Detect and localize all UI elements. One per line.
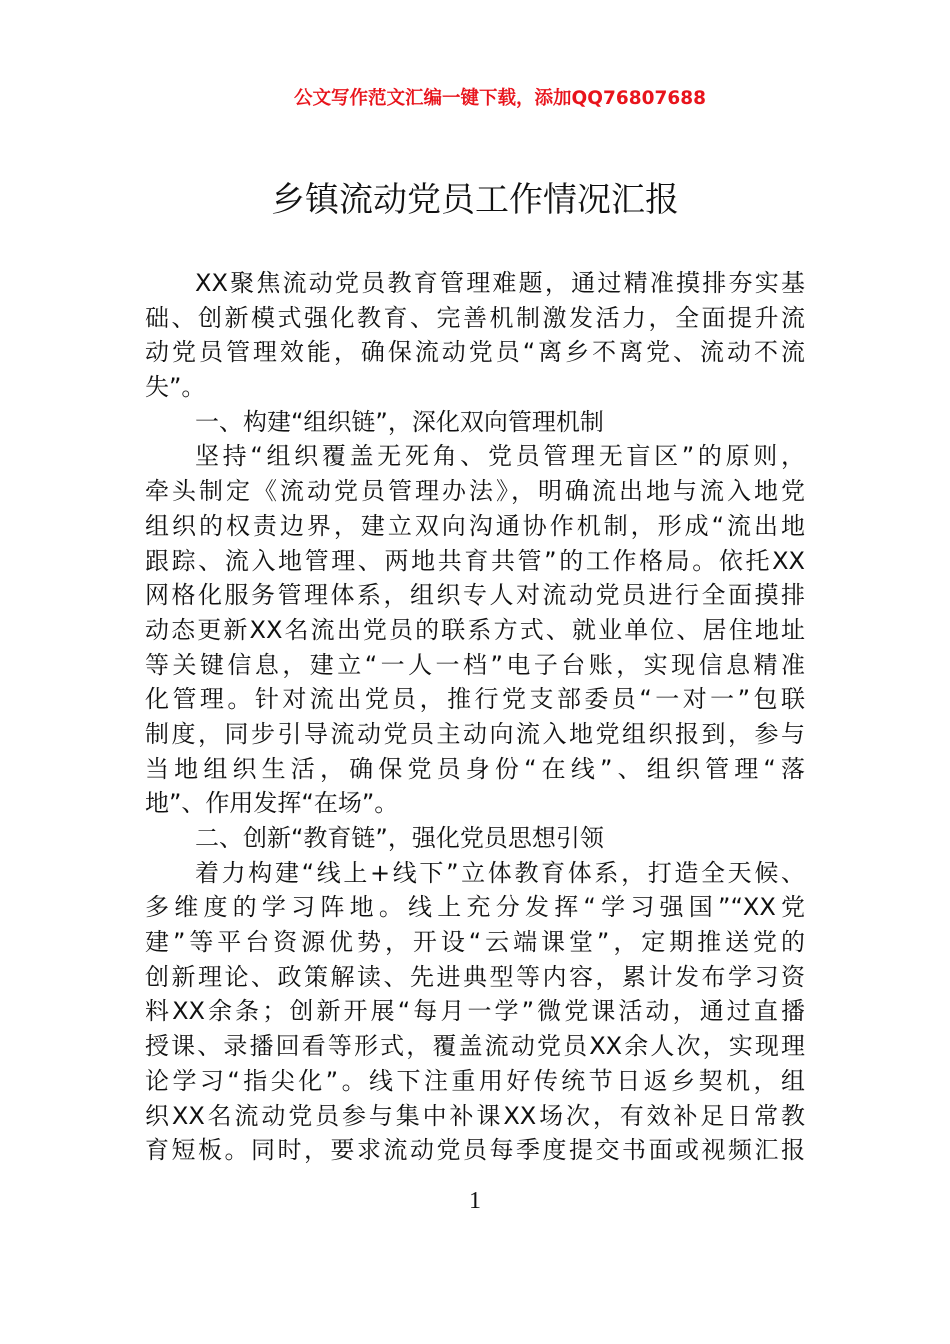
text-line: 动党员管理效能，确保流动党员“离乡不离党、流动不流 (145, 338, 805, 367)
text-line: 料XX余条；创新开展“每月一学”微党课活动，通过直播 (145, 997, 805, 1026)
document-title: 乡镇流动党员工作情况汇报 (271, 180, 679, 220)
text-line: 牵头制定《流动党员管理办法》，明确流出地与流入地党 (145, 477, 805, 506)
text-line: XX聚焦流动党员教育管理难题，通过精准摸排夯实基 (195, 269, 805, 297)
text-line: 着力构建“线上+线下”立体教育体系，打造全天候、 (195, 858, 805, 887)
section-heading: 一、构建“组织链”，深化双向管理机制 (195, 407, 604, 436)
text-line: 当地组织生活，确保党员身份“在线”、组织管理“落 (145, 754, 805, 783)
text-line: 组织的权责边界，建立双向沟通协作机制，形成“流出地 (145, 511, 805, 540)
text-line: 建”等平台资源优势，开设“云端课堂”，定期推送党的 (145, 928, 805, 957)
text-line: 础、创新模式强化教育、完善机制激发活力，全面提升流 (145, 303, 805, 332)
page-number: 1 (469, 1188, 481, 1214)
text-line: 论学习“指尖化”。线下注重用好传统节日返乡契机，组 (145, 1066, 805, 1095)
text-line: 育短板。同时，要求流动党员每季度提交书面或视频汇报 (145, 1136, 805, 1165)
text-line: 坚持“组织覆盖无死角、党员管理无盲区”的原则， (195, 442, 805, 471)
download-notice: 公文写作范文汇编一键下载，添加QQ76807688 (294, 88, 706, 109)
text-line: 多维度的学习阵地。线上充分发挥“学习强国”“XX党 (145, 893, 805, 922)
text-line: 地”、作用发挥“在场”。 (145, 789, 399, 818)
text-line: 网格化服务管理体系，组织专人对流动党员进行全面摸排 (145, 581, 805, 610)
document-body (145, 266, 805, 1168)
text-line: 等关键信息，建立“一人一档”电子台账，实现信息精准 (145, 650, 805, 679)
text-line: 授课、录播回看等形式，覆盖流动党员XX余人次，实现理 (145, 1032, 805, 1061)
text-line: 动态更新XX名流出党员的联系方式、就业单位、居住地址 (145, 615, 805, 644)
text-line: 化管理。针对流出党员，推行党支部委员“一对一”包联 (145, 685, 805, 714)
text-line: 织XX名流动党员参与集中补课XX场次，有效补足日常教 (145, 1101, 805, 1130)
text-line: 制度，同步引导流动党员主动向流入地党组织报到，参与 (145, 719, 805, 748)
text-line: 失”。 (145, 373, 206, 402)
text-line: 跟踪、流入地管理、两地共育共管”的工作格局。依托XX (145, 546, 805, 575)
section-heading: 二、创新“教育链”，强化党员思想引领 (195, 824, 604, 852)
text-line: 创新理论、政策解读、先进典型等内容，累计发布学习资 (145, 962, 805, 991)
